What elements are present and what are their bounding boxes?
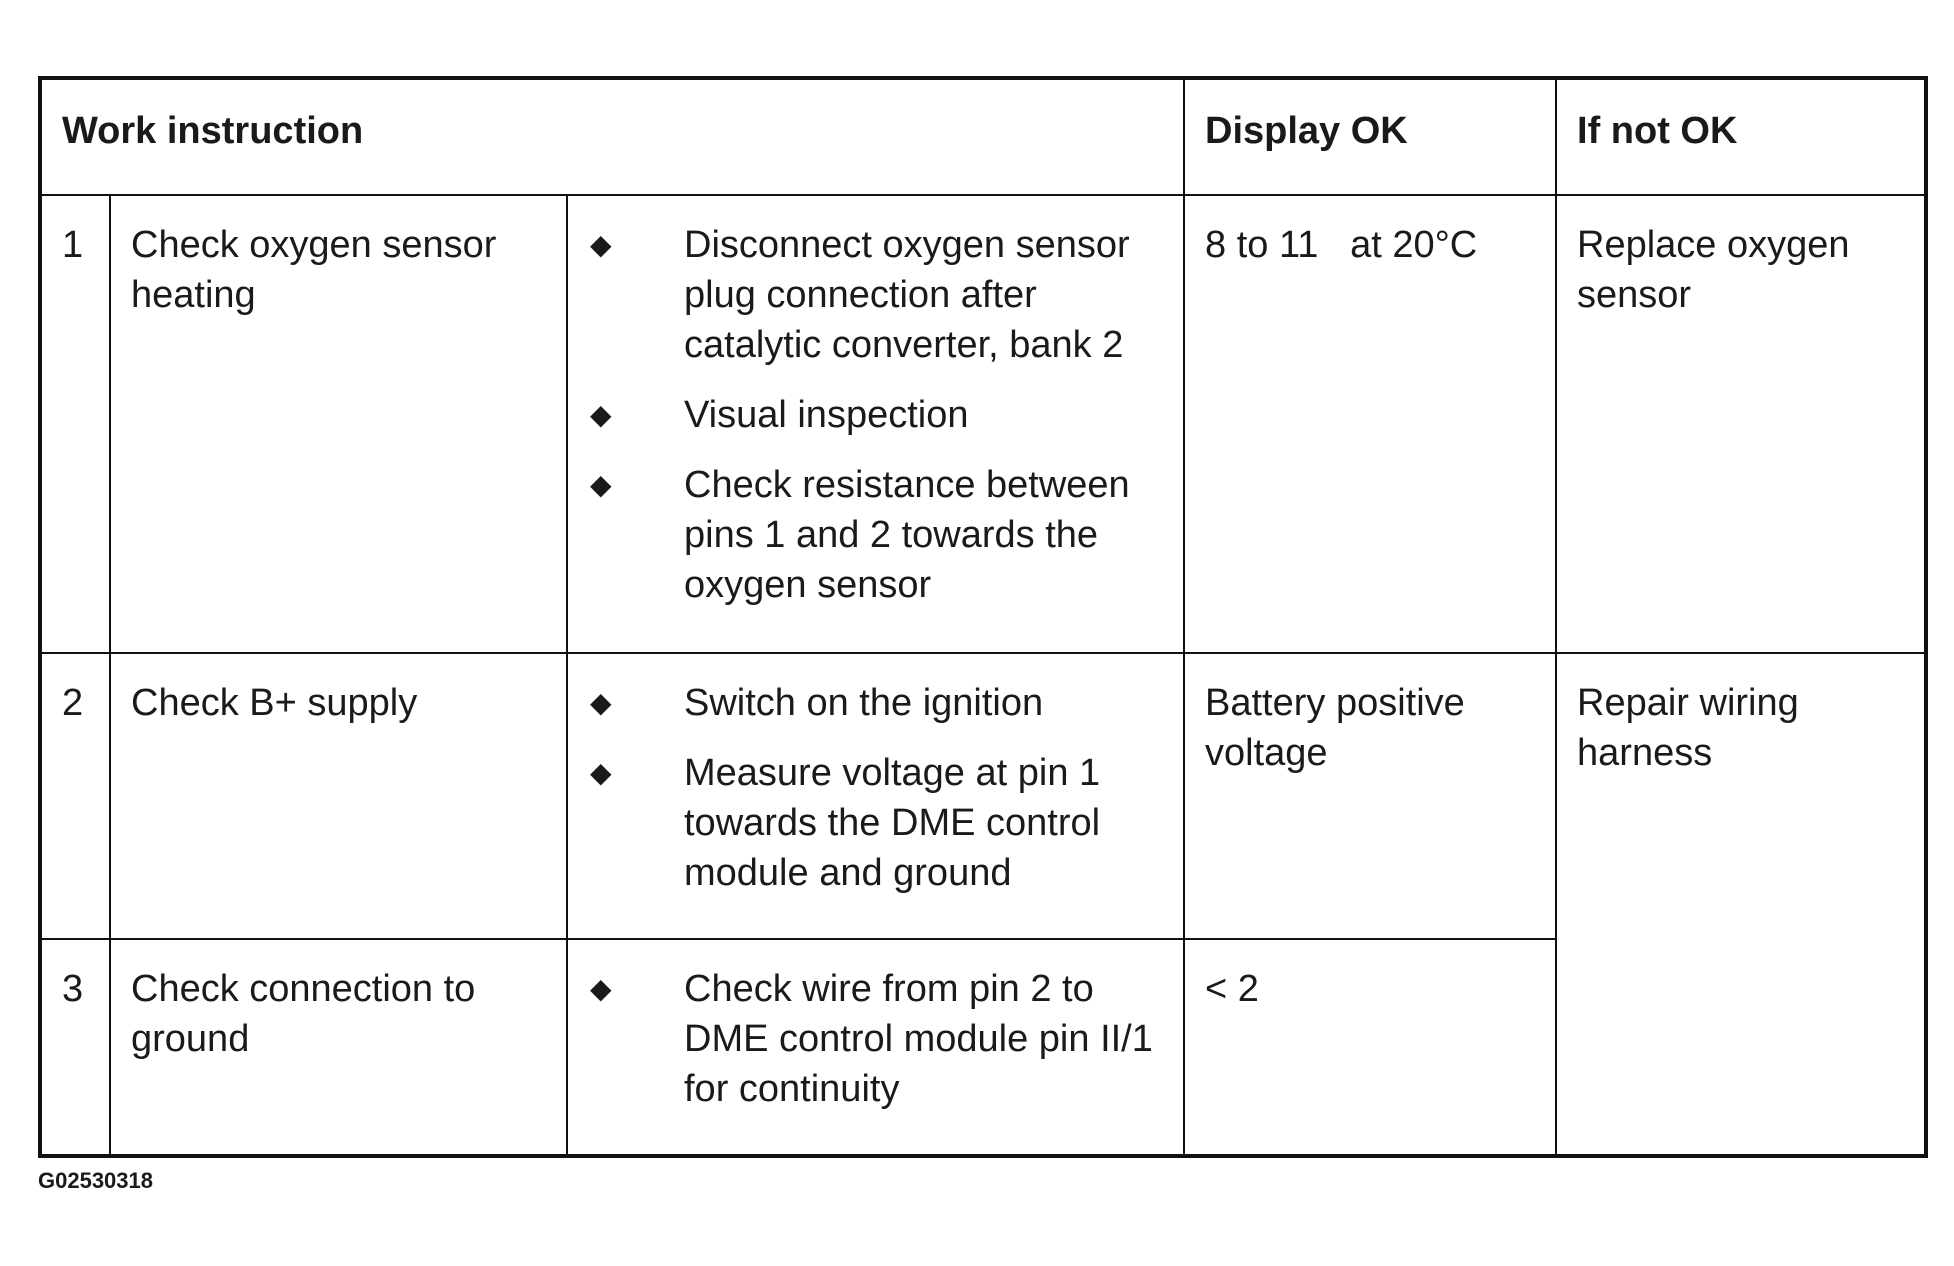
- step-instructions-cell: [567, 939, 1184, 1156]
- instruction-item: ◆ Check wire from pin 2 to DME control module pin II/1 for continuity: [568, 964, 1173, 1114]
- display-ok-cell: < 2: [1184, 939, 1556, 1156]
- step-title-cell: Check B+ supply: [110, 653, 567, 939]
- instruction-item: ◆ Check resistance between pins 1 and 2 towards the oxygen sensor: [568, 460, 1173, 610]
- display-ok-cell: Battery positive voltage: [1184, 653, 1556, 939]
- diamond-bullet-icon: ◆: [590, 229, 612, 260]
- figure-id: G02530318: [38, 1168, 153, 1193]
- step-number-cell: 2: [40, 653, 110, 939]
- step-title-cell: Check oxygen sensor heating: [110, 195, 567, 653]
- header-work-instruction: Work instruction: [40, 78, 1184, 195]
- instruction-item: ◆ Disconnect oxygen sensor plug connection after catalytic converter, bank 2: [568, 220, 1173, 370]
- table-row: [40, 195, 1926, 653]
- if-not-ok-cell: Repair wiring harness: [1556, 653, 1926, 1156]
- instruction-item: ◆ Visual inspection: [568, 390, 1173, 440]
- diamond-bullet-icon: ◆: [590, 973, 612, 1004]
- step-number-cell: 1: [40, 195, 110, 653]
- display-ok-cell: 8 to 11 at 20°C: [1184, 195, 1556, 653]
- step-instructions-cell: [567, 653, 1184, 939]
- diamond-bullet-icon: ◆: [590, 757, 612, 788]
- work-instruction-table: [38, 76, 1928, 1158]
- header-display-ok: Display OK: [1184, 78, 1556, 195]
- if-not-ok-cell: Replace oxygen sensor: [1556, 195, 1926, 653]
- header-if-not-ok: If not OK: [1556, 78, 1926, 195]
- step-title-cell: Check connection to ground: [110, 939, 567, 1156]
- step-instructions-cell: [567, 195, 1184, 653]
- instruction-item: ◆ Measure voltage at pin 1 towards the DME control module and ground: [568, 748, 1173, 898]
- diamond-bullet-icon: ◆: [590, 399, 612, 430]
- diamond-bullet-icon: ◆: [590, 469, 612, 500]
- table-row: [40, 653, 1926, 939]
- instruction-item: ◆ Switch on the ignition: [568, 678, 1173, 728]
- step-number-cell: 3: [40, 939, 110, 1156]
- table-header-row: [40, 78, 1926, 195]
- diamond-bullet-icon: ◆: [590, 687, 612, 718]
